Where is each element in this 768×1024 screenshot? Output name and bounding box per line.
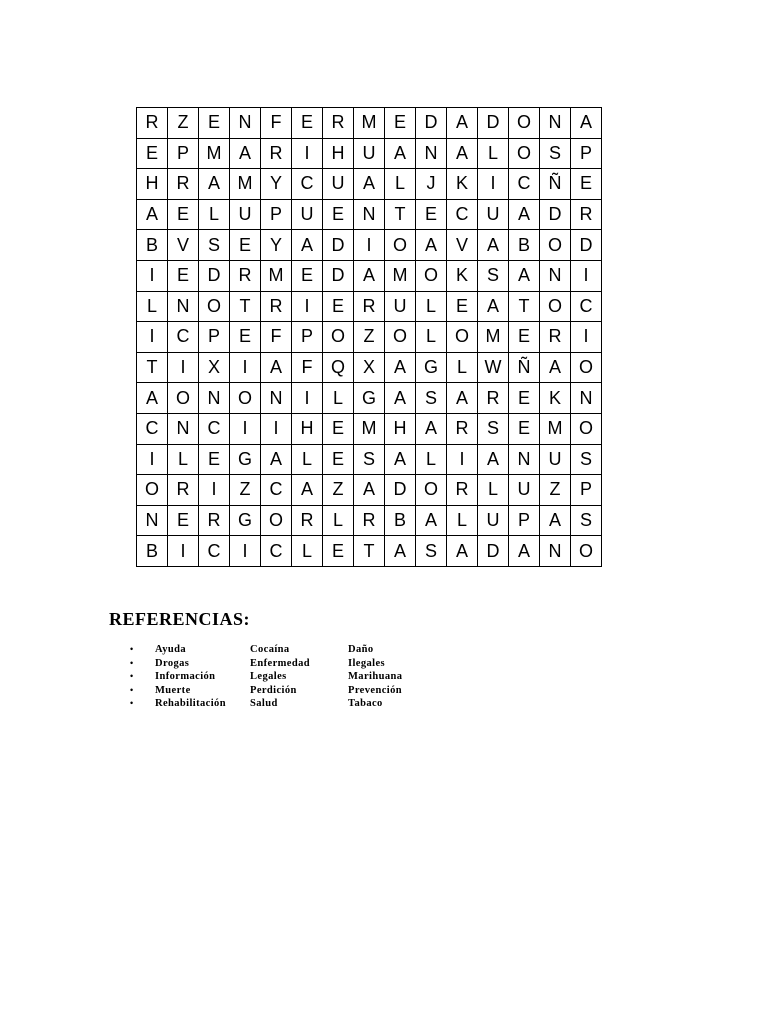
- grid-cell: N: [509, 444, 540, 475]
- grid-cell: N: [571, 383, 602, 414]
- grid-cell: O: [199, 291, 230, 322]
- grid-cell: K: [540, 383, 571, 414]
- grid-cell: E: [509, 322, 540, 353]
- grid-cell: P: [571, 138, 602, 169]
- grid-cell: I: [168, 352, 199, 383]
- grid-cell: O: [385, 322, 416, 353]
- grid-cell: C: [261, 536, 292, 567]
- bullet-icon: •: [130, 671, 134, 682]
- grid-cell: E: [509, 413, 540, 444]
- grid-cell: L: [478, 138, 509, 169]
- grid-cell: O: [509, 108, 540, 139]
- reference-word: Daño: [348, 644, 374, 655]
- grid-cell: N: [540, 260, 571, 291]
- grid-cell: D: [199, 260, 230, 291]
- grid-cell: R: [292, 505, 323, 536]
- grid-cell: T: [354, 536, 385, 567]
- references-title: REFERENCIAS:: [109, 609, 251, 629]
- grid-cell: P: [168, 138, 199, 169]
- grid-cell: L: [323, 383, 354, 414]
- grid-cell: O: [230, 383, 261, 414]
- bullet-icon: •: [130, 684, 134, 695]
- grid-row: [137, 199, 602, 230]
- grid-cell: M: [261, 260, 292, 291]
- grid-cell: L: [447, 505, 478, 536]
- grid-cell: L: [416, 322, 447, 353]
- grid-row: [137, 536, 602, 567]
- grid-cell: Y: [261, 169, 292, 200]
- grid-cell: M: [354, 108, 385, 139]
- grid-cell: O: [261, 505, 292, 536]
- grid-cell: Z: [168, 108, 199, 139]
- grid-cell: L: [478, 475, 509, 506]
- grid-cell: Ñ: [540, 169, 571, 200]
- grid-cell: C: [137, 413, 168, 444]
- grid-row: [137, 505, 602, 536]
- reference-word: Prevención: [348, 684, 402, 696]
- grid-cell: I: [571, 322, 602, 353]
- grid-cell: M: [540, 413, 571, 444]
- grid-cell: C: [292, 169, 323, 200]
- grid-cell: O: [571, 413, 602, 444]
- grid-cell: C: [261, 475, 292, 506]
- grid-cell: E: [168, 260, 199, 291]
- grid-cell: U: [292, 199, 323, 230]
- grid-cell: X: [199, 352, 230, 383]
- grid-cell: E: [168, 505, 199, 536]
- grid-cell: M: [478, 322, 509, 353]
- grid-cell: F: [292, 352, 323, 383]
- grid-cell: Z: [540, 475, 571, 506]
- grid-cell: P: [292, 322, 323, 353]
- grid-cell: A: [447, 536, 478, 567]
- grid-cell: A: [292, 475, 323, 506]
- grid-cell: U: [354, 138, 385, 169]
- grid-cell: U: [540, 444, 571, 475]
- grid-cell: L: [168, 444, 199, 475]
- grid-row: [137, 322, 602, 353]
- grid-cell: G: [230, 444, 261, 475]
- grid-cell: D: [385, 475, 416, 506]
- grid-cell: U: [478, 505, 509, 536]
- grid-cell: E: [230, 322, 261, 353]
- grid-cell: A: [478, 230, 509, 261]
- grid-cell: R: [571, 199, 602, 230]
- grid-cell: I: [292, 291, 323, 322]
- grid-row: [137, 444, 602, 475]
- grid-cell: L: [292, 536, 323, 567]
- grid-cell: S: [199, 230, 230, 261]
- grid-cell: N: [168, 291, 199, 322]
- grid-cell: O: [385, 230, 416, 261]
- grid-cell: T: [385, 199, 416, 230]
- grid-cell: I: [230, 536, 261, 567]
- grid-cell: E: [199, 108, 230, 139]
- grid-row: [137, 169, 602, 200]
- grid-cell: H: [292, 413, 323, 444]
- grid-cell: A: [230, 138, 261, 169]
- grid-cell: I: [137, 260, 168, 291]
- grid-cell: Y: [261, 230, 292, 261]
- reference-word: Muerte: [155, 684, 191, 696]
- grid-cell: A: [385, 138, 416, 169]
- grid-cell: I: [168, 536, 199, 567]
- grid-cell: A: [354, 169, 385, 200]
- reference-word: Perdición: [250, 684, 297, 696]
- grid-cell: D: [478, 108, 509, 139]
- reference-word: Tabaco: [348, 698, 383, 710]
- grid-cell: V: [447, 230, 478, 261]
- grid-cell: A: [385, 352, 416, 383]
- grid-cell: D: [571, 230, 602, 261]
- grid-cell: E: [292, 260, 323, 291]
- reference-word: Ayuda: [155, 644, 186, 655]
- grid-cell: A: [416, 230, 447, 261]
- grid-cell: T: [230, 291, 261, 322]
- reference-word: Salud: [250, 698, 278, 710]
- grid-cell: L: [199, 199, 230, 230]
- grid-cell: A: [447, 138, 478, 169]
- grid-cell: C: [199, 413, 230, 444]
- grid-cell: R: [168, 475, 199, 506]
- grid-cell: A: [354, 475, 385, 506]
- grid-cell: G: [354, 383, 385, 414]
- grid-cell: A: [416, 505, 447, 536]
- grid-cell: B: [137, 536, 168, 567]
- grid-cell: A: [416, 413, 447, 444]
- grid-cell: U: [385, 291, 416, 322]
- grid-cell: R: [261, 291, 292, 322]
- grid-cell: A: [199, 169, 230, 200]
- grid-cell: M: [199, 138, 230, 169]
- grid-cell: U: [230, 199, 261, 230]
- grid-cell: E: [137, 138, 168, 169]
- grid-cell: I: [571, 260, 602, 291]
- grid-cell: Z: [323, 475, 354, 506]
- grid-cell: C: [571, 291, 602, 322]
- grid-cell: R: [478, 383, 509, 414]
- grid-cell: S: [540, 138, 571, 169]
- grid-cell: V: [168, 230, 199, 261]
- grid-cell: D: [323, 230, 354, 261]
- grid-cell: A: [137, 199, 168, 230]
- grid-cell: S: [354, 444, 385, 475]
- grid-cell: S: [416, 383, 447, 414]
- grid-cell: R: [261, 138, 292, 169]
- grid-cell: H: [323, 138, 354, 169]
- bullet-icon: •: [130, 644, 134, 654]
- grid-cell: Ñ: [509, 352, 540, 383]
- grid-cell: N: [416, 138, 447, 169]
- grid-cell: I: [230, 352, 261, 383]
- grid-cell: A: [385, 536, 416, 567]
- reference-word: Ilegales: [348, 657, 386, 669]
- grid-cell: A: [571, 108, 602, 139]
- grid-cell: E: [323, 291, 354, 322]
- grid-cell: X: [354, 352, 385, 383]
- bullet-icon: •: [130, 657, 134, 668]
- grid-cell: A: [292, 230, 323, 261]
- grid-cell: E: [292, 108, 323, 139]
- grid-cell: S: [571, 444, 602, 475]
- grid-cell: O: [540, 291, 571, 322]
- grid-cell: P: [199, 322, 230, 353]
- grid-cell: O: [540, 230, 571, 261]
- grid-cell: I: [230, 413, 261, 444]
- grid-cell: E: [323, 413, 354, 444]
- grid-cell: R: [230, 260, 261, 291]
- grid-cell: G: [416, 352, 447, 383]
- grid-cell: P: [571, 475, 602, 506]
- reference-word: Legales: [250, 671, 287, 683]
- grid-cell: D: [416, 108, 447, 139]
- grid-row: [137, 108, 602, 139]
- grid-cell: R: [447, 475, 478, 506]
- grid-cell: A: [540, 505, 571, 536]
- grid-cell: Z: [354, 322, 385, 353]
- grid-cell: I: [292, 138, 323, 169]
- bullet-icon: •: [130, 698, 134, 709]
- grid-cell: I: [478, 169, 509, 200]
- grid-cell: O: [168, 383, 199, 414]
- grid-cell: L: [416, 291, 447, 322]
- grid-cell: Z: [230, 475, 261, 506]
- grid-cell: A: [509, 199, 540, 230]
- grid-cell: L: [292, 444, 323, 475]
- grid-cell: O: [416, 260, 447, 291]
- grid-cell: N: [199, 383, 230, 414]
- grid-cell: C: [509, 169, 540, 200]
- grid-cell: U: [509, 475, 540, 506]
- grid-cell: A: [261, 444, 292, 475]
- grid-row: [137, 383, 602, 414]
- grid-row: [137, 230, 602, 261]
- grid-cell: C: [168, 322, 199, 353]
- grid-cell: L: [416, 444, 447, 475]
- grid-cell: A: [478, 291, 509, 322]
- grid-cell: A: [137, 383, 168, 414]
- grid-cell: N: [540, 108, 571, 139]
- grid-row: [137, 352, 602, 383]
- grid-cell: M: [354, 413, 385, 444]
- grid-cell: O: [447, 322, 478, 353]
- grid-row: [137, 260, 602, 291]
- grid-cell: I: [447, 444, 478, 475]
- grid-cell: S: [571, 505, 602, 536]
- reference-word: Enfermedad: [250, 657, 310, 669]
- grid-cell: G: [230, 505, 261, 536]
- grid-cell: W: [478, 352, 509, 383]
- grid-cell: E: [323, 444, 354, 475]
- grid-cell: D: [540, 199, 571, 230]
- reference-word: Información: [155, 671, 216, 683]
- grid-cell: A: [540, 352, 571, 383]
- grid-cell: S: [416, 536, 447, 567]
- grid-cell: E: [416, 199, 447, 230]
- grid-cell: J: [416, 169, 447, 200]
- grid-cell: O: [571, 352, 602, 383]
- grid-cell: T: [509, 291, 540, 322]
- grid-cell: A: [509, 260, 540, 291]
- grid-cell: N: [230, 108, 261, 139]
- grid-cell: M: [385, 260, 416, 291]
- grid-cell: Q: [323, 352, 354, 383]
- grid-cell: U: [478, 199, 509, 230]
- grid-cell: K: [447, 260, 478, 291]
- grid-cell: R: [354, 291, 385, 322]
- grid-cell: N: [540, 536, 571, 567]
- grid-cell: R: [447, 413, 478, 444]
- grid-cell: F: [261, 108, 292, 139]
- grid-cell: E: [447, 291, 478, 322]
- grid-cell: S: [478, 413, 509, 444]
- grid-cell: N: [354, 199, 385, 230]
- grid-cell: O: [323, 322, 354, 353]
- grid-cell: I: [137, 444, 168, 475]
- grid-cell: A: [354, 260, 385, 291]
- grid-cell: M: [230, 169, 261, 200]
- reference-word: Drogas: [155, 657, 190, 669]
- grid-cell: N: [168, 413, 199, 444]
- grid-cell: N: [261, 383, 292, 414]
- grid-cell: I: [354, 230, 385, 261]
- grid-cell: E: [509, 383, 540, 414]
- grid-cell: B: [509, 230, 540, 261]
- grid-row: [137, 291, 602, 322]
- grid-cell: A: [385, 444, 416, 475]
- grid-cell: I: [292, 383, 323, 414]
- grid-cell: A: [478, 444, 509, 475]
- grid-cell: A: [261, 352, 292, 383]
- grid-cell: R: [137, 108, 168, 139]
- grid-cell: A: [509, 536, 540, 567]
- grid-cell: S: [478, 260, 509, 291]
- grid-cell: F: [261, 322, 292, 353]
- grid-cell: B: [137, 230, 168, 261]
- grid-cell: A: [385, 383, 416, 414]
- grid-cell: A: [447, 108, 478, 139]
- grid-cell: O: [137, 475, 168, 506]
- grid-row: [137, 138, 602, 169]
- grid-cell: R: [199, 505, 230, 536]
- grid-cell: B: [385, 505, 416, 536]
- grid-row: [137, 413, 602, 444]
- grid-cell: I: [199, 475, 230, 506]
- grid-cell: O: [509, 138, 540, 169]
- grid-cell: K: [447, 169, 478, 200]
- reference-word: Rehabilitación: [155, 698, 226, 710]
- grid-cell: C: [199, 536, 230, 567]
- grid-cell: L: [323, 505, 354, 536]
- grid-row: [137, 475, 602, 506]
- grid-cell: E: [385, 108, 416, 139]
- grid-cell: H: [137, 169, 168, 200]
- grid-cell: R: [540, 322, 571, 353]
- grid-cell: L: [137, 291, 168, 322]
- grid-cell: L: [385, 169, 416, 200]
- grid-cell: N: [137, 505, 168, 536]
- grid-cell: H: [385, 413, 416, 444]
- grid-cell: L: [447, 352, 478, 383]
- grid-cell: R: [168, 169, 199, 200]
- grid-cell: E: [230, 230, 261, 261]
- grid-cell: E: [323, 199, 354, 230]
- grid-cell: U: [323, 169, 354, 200]
- grid-cell: D: [478, 536, 509, 567]
- grid-cell: C: [447, 199, 478, 230]
- grid-cell: E: [199, 444, 230, 475]
- grid-cell: T: [137, 352, 168, 383]
- grid-cell: O: [571, 536, 602, 567]
- grid-cell: E: [323, 536, 354, 567]
- grid-cell: D: [323, 260, 354, 291]
- grid-cell: R: [323, 108, 354, 139]
- word-search-grid: [136, 107, 602, 567]
- reference-word: Marihuana: [348, 671, 403, 683]
- grid-cell: I: [261, 413, 292, 444]
- grid-cell: A: [447, 383, 478, 414]
- grid-cell: O: [416, 475, 447, 506]
- grid-cell: R: [354, 505, 385, 536]
- grid-cell: E: [571, 169, 602, 200]
- grid-cell: I: [137, 322, 168, 353]
- grid-cell: P: [509, 505, 540, 536]
- reference-word: Cocaína: [250, 644, 290, 655]
- grid-cell: P: [261, 199, 292, 230]
- grid-cell: E: [168, 199, 199, 230]
